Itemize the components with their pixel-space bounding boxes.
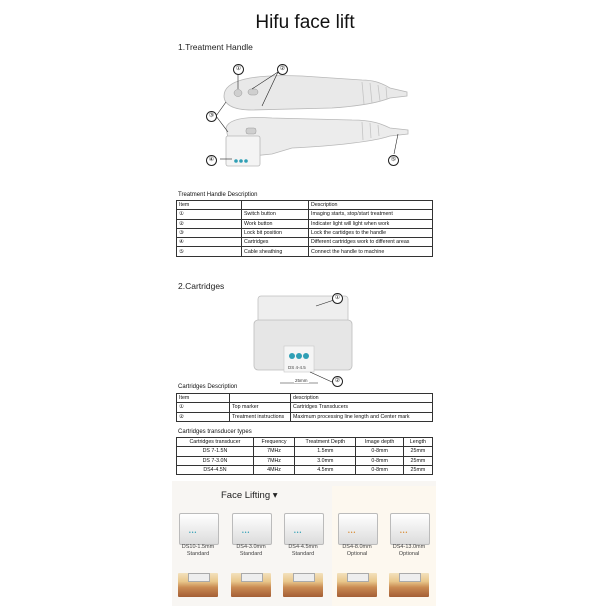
cartridge-icon — [179, 513, 219, 545]
tile-sub: Optional — [346, 551, 368, 557]
table-header-row — [177, 438, 433, 447]
header-cell: Description — [309, 201, 433, 210]
table-header-row — [177, 394, 433, 403]
section1-heading: 1.Treatment Handle — [178, 42, 253, 52]
header-cell: Treatment Depth — [295, 438, 356, 447]
table-header-row — [177, 201, 433, 210]
header-cell — [230, 394, 291, 403]
cell: Top marker — [230, 403, 291, 412]
tissue-depth-image — [389, 573, 429, 597]
table-row — [177, 219, 433, 228]
cartridge-callout-1: ① — [332, 293, 343, 304]
cell: Lock the cartidges to the handle — [309, 228, 433, 237]
cart-desc-table — [176, 393, 433, 422]
cell: 4MHz — [253, 465, 294, 474]
cartridge-label: DS 4-4.5 — [288, 365, 306, 370]
tile-sub: Optional — [398, 551, 420, 557]
cartridge-image — [250, 290, 360, 390]
dots-icon: ••• — [348, 530, 357, 536]
cartridge-icon — [390, 513, 430, 545]
cell: ② — [177, 412, 230, 421]
tile-sub: Standard — [291, 551, 315, 557]
cell: ③ — [177, 228, 242, 237]
dots-icon: ••• — [294, 530, 303, 536]
cell: Cable sheathing — [242, 247, 309, 256]
cell: Cartridges Transducers — [291, 403, 433, 412]
cell: ⑤ — [177, 247, 242, 256]
header-cell: Cartridges transducer — [177, 438, 254, 447]
dots-icon: ••• — [189, 530, 198, 536]
table-row — [177, 403, 433, 412]
cell: ① — [177, 210, 242, 219]
tissue-depth-image — [283, 573, 323, 597]
cartridge-callout-2: ② — [332, 376, 343, 387]
table-row — [177, 412, 433, 421]
tissue-depth-image — [337, 573, 377, 597]
callout-5: ⑤ — [388, 155, 399, 166]
tile-sub: Standard — [186, 551, 210, 557]
cell: 0-8mm — [356, 456, 403, 465]
table-row — [177, 447, 433, 456]
tissue-depth-image — [231, 573, 271, 597]
tile-name: DS4-8.0mm — [342, 544, 372, 550]
cell: Treatment instructions — [230, 412, 291, 421]
cell: Connect the handle to machine — [309, 247, 433, 256]
cell: Different cartridges work to different areas — [309, 238, 433, 247]
cell: 1.5mm — [295, 447, 356, 456]
cartridge-lineup-panel — [172, 481, 436, 606]
tissue-depth-image — [178, 573, 218, 597]
tile-name: DS4-4.5mm — [288, 544, 318, 550]
header-cell: Length — [403, 438, 432, 447]
handle-desc-table — [176, 200, 433, 257]
cell: ② — [177, 219, 242, 228]
cell: 4.5mm — [295, 465, 356, 474]
cell: Switch button — [242, 210, 309, 219]
tile-name: DS10-1.5mm — [181, 544, 215, 550]
cartridge-width-label: 25mm — [295, 378, 308, 383]
table-row — [177, 210, 433, 219]
cell: Lock bit position — [242, 228, 309, 237]
table-row — [177, 238, 433, 247]
callout-4: ④ — [206, 155, 217, 166]
cell: 25mm — [403, 447, 432, 456]
cell: 0-8mm — [356, 447, 403, 456]
transducer-table — [176, 437, 433, 475]
cell: DS 7-1.5N — [177, 447, 254, 456]
section2-heading: 2.Cartridges — [178, 281, 225, 291]
cell: ④ — [177, 238, 242, 247]
callout-2: ② — [277, 64, 288, 75]
cartridge-icon — [284, 513, 324, 545]
table-row — [177, 247, 433, 256]
callout-1: ① — [233, 64, 244, 75]
cell: 0-8mm — [356, 465, 403, 474]
page-title: Hifu face lift — [255, 12, 355, 33]
transducer-caption: Cartridges transducer types — [178, 429, 252, 435]
cartridge-icon — [338, 513, 378, 545]
cell: ① — [177, 403, 230, 412]
tile-sub: Standard — [239, 551, 263, 557]
tile-name: DS4-3.0mm — [236, 544, 266, 550]
table-row — [177, 456, 433, 465]
table-row — [177, 228, 433, 237]
cell: 25mm — [403, 456, 432, 465]
cart-desc-caption: Cartridges Description — [178, 384, 238, 390]
tile-name: DS4-13.0mm — [392, 544, 426, 550]
cell: Indicater light will light when work — [309, 219, 433, 228]
cell: DS 7-3.0N — [177, 456, 254, 465]
cell: 25mm — [403, 465, 432, 474]
callout-3: ③ — [206, 111, 217, 122]
cell: Cartridges — [242, 238, 309, 247]
header-cell: Image depth — [356, 438, 403, 447]
face-lifting-tab[interactable]: Face Lifting ▾ — [221, 490, 278, 501]
cell: 7MHz — [253, 456, 294, 465]
header-cell: Frequency — [253, 438, 294, 447]
dots-icon: ••• — [242, 530, 251, 536]
header-cell: Item — [177, 201, 242, 210]
cell: Imaging starts, stop/start treatment — [309, 210, 433, 219]
cell: 7MHz — [253, 447, 294, 456]
cartridge-icon — [232, 513, 272, 545]
header-cell: description — [291, 394, 433, 403]
header-cell: Item — [177, 394, 230, 403]
handle-desc-caption: Treatment Handle Description — [178, 192, 258, 198]
cell: 3.0mm — [295, 456, 356, 465]
header-cell — [242, 201, 309, 210]
cell: Maximum processing line length and Center mark — [291, 412, 433, 421]
table-row — [177, 465, 433, 474]
cell: DS4-4.5N — [177, 465, 254, 474]
treatment-handle-image — [212, 58, 412, 174]
dots-icon: ••• — [400, 530, 409, 536]
cell: Work button — [242, 219, 309, 228]
